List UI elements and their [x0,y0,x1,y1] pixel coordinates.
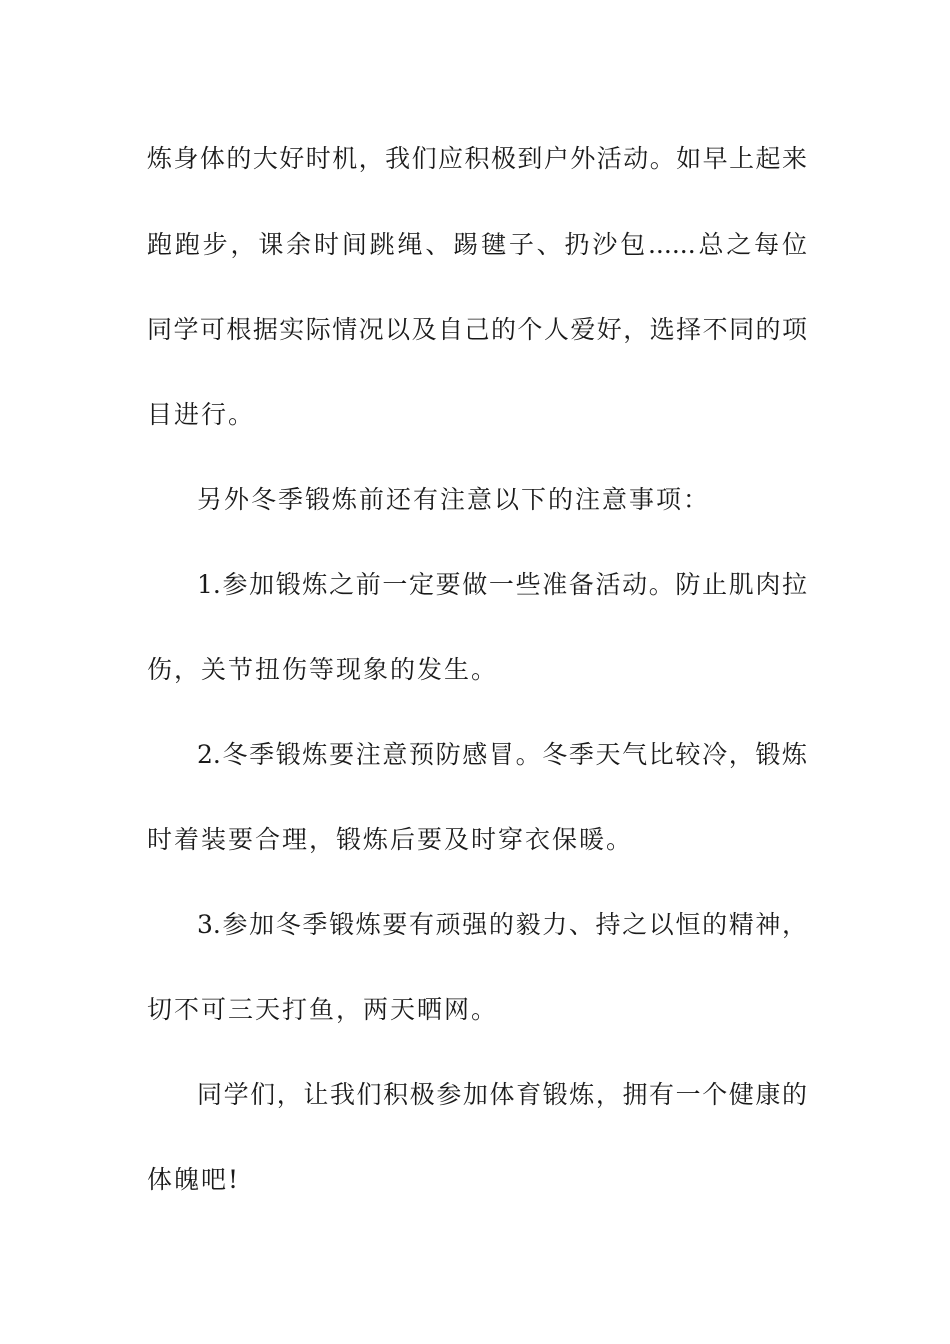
list-item-line: 3.参加冬季锻炼要有顽强的毅力、持之以恒的精神， [197,910,807,939]
paragraph-line: 同学可根据实际情况以及自己的个人爱好，选择不同的项 [147,315,807,344]
paragraph-line: 同学们，让我们积极参加体育锻炼，拥有一个健康的 [197,1080,807,1109]
paragraph-line: 跑跑步，课余时间跳绳、踢毽子、扔沙包......总之每位 [147,230,807,259]
paragraph-line: 目进行。 [147,400,256,429]
list-item-line: 2.冬季锻炼要注意预防感冒。冬季天气比较冷，锻炼 [197,740,807,769]
list-item-line: 切不可三天打鱼，两天晒网。 [147,995,499,1024]
list-item-line: 1.参加锻炼之前一定要做一些准备活动。防止肌肉拉 [197,570,807,599]
paragraph-line: 体魄吧! [147,1165,241,1194]
list-item-line: 时着装要合理，锻炼后要及时穿衣保暖。 [147,825,634,854]
paragraph-line: 另外冬季锻炼前还有注意以下的注意事项： [197,485,711,514]
list-item-line: 伤，关节扭伤等现象的发生。 [147,655,499,684]
paragraph-line: 炼身体的大好时机，我们应积极到户外活动。如早上起来 [147,144,807,173]
